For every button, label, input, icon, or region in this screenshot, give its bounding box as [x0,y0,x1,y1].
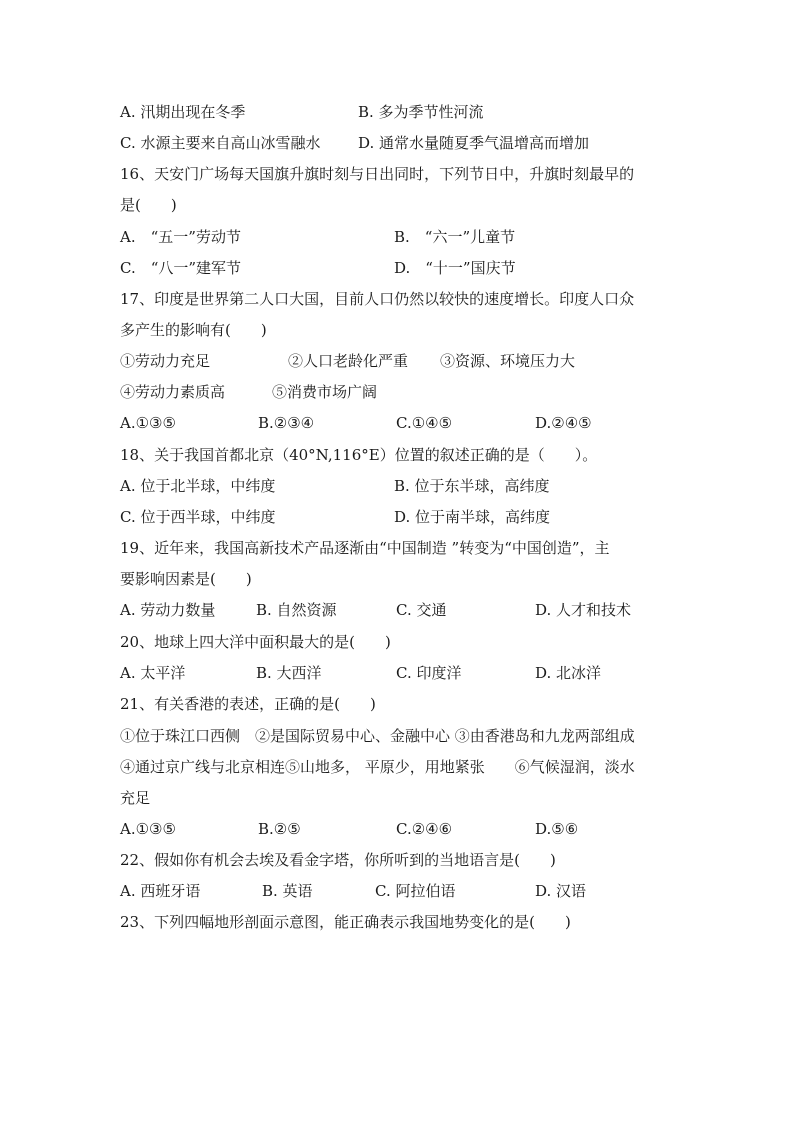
q21-statements-line1: ①位于珠江口西侧 ②是国际贸易中心、金融中心 ③由香港岛和九龙两部组成 [120,727,635,745]
q20-option-a: A. 太平洋 [120,664,186,682]
q16-stem-line1: 16、天安门广场每天国旗升旗时刻与日出同时，下列节日中，升旗时刻最早的 [120,165,635,183]
q20-stem: 20、地球上四大洋中面积最大的是( ) [120,633,391,651]
q21-option-b: B.②⑤ [258,820,301,838]
q17-item-2: ②人口老龄化严重 [288,352,409,370]
q17-item-3: ③资源、环境压力大 [440,352,576,370]
q17-stem-line2: 多产生的影响有( ) [120,321,267,339]
q21-option-c: C.②④⑥ [396,820,453,838]
q17-item-5: ⑤消费市场广阔 [272,383,378,401]
q18-option-c: C. 位于西半球，中纬度 [120,508,276,526]
q15-option-c: C. 水源主要来自高山冰雪融水 [120,134,321,152]
q21-statements-line2: ④通过京广线与北京相连⑤山地多， 平原少，用地紧张 ⑥气候湿润，淡水 [120,758,635,776]
q16-option-c: C. “八一”建军节 [120,259,242,277]
q16-option-a: A. “五一”劳动节 [120,228,241,246]
q18-option-b: B. 位于东半球，高纬度 [394,477,550,495]
q21-stem: 21、有关香港的表述，正确的是( ) [120,695,376,713]
q19-option-b: B. 自然资源 [256,601,337,619]
q19-option-d: D. 人才和技术 [535,601,632,619]
q17-item-4: ④劳动力素质高 [120,383,226,401]
q15-option-b: B. 多为季节性河流 [358,103,484,121]
q22-option-c: C. 阿拉伯语 [375,882,456,900]
q16-stem-line2: 是( ) [120,196,177,214]
q16-option-d: D. “十一”国庆节 [394,259,516,277]
q23-stem: 23、下列四幅地形剖面示意图，能正确表示我国地势变化的是( ) [120,913,571,931]
q18-option-d: D. 位于南半球，高纬度 [394,508,551,526]
q22-option-a: A. 西班牙语 [120,882,201,900]
q15-option-a: A. 汛期出现在冬季 [120,103,246,121]
q19-option-a: A. 劳动力数量 [120,601,216,619]
q17-option-c: C.①④⑤ [396,414,453,432]
q21-statements-line3: 充足 [120,789,151,807]
q22-stem: 22、假如你有机会去埃及看金字塔，你所听到的当地语言是( ) [120,851,556,869]
q20-option-b: B. 大西洋 [256,664,322,682]
q20-option-d: D. 北冰洋 [535,664,602,682]
q18-stem: 18、关于我国首都北京（40°N,116°E）位置的叙述正确的是（ ）。 [120,446,598,464]
q17-option-d: D.②④⑤ [535,414,592,432]
q16-option-b: B. “六一”儿童节 [394,228,516,246]
q20-option-c: C. 印度洋 [396,664,462,682]
q21-option-a: A.①③⑤ [120,820,176,838]
q22-option-b: B. 英语 [262,882,313,900]
q17-item-1: ①劳动力充足 [120,352,211,370]
q17-stem-line1: 17、印度是世界第二人口大国，目前人口仍然以较快的速度增长。印度人口众 [120,290,635,308]
q17-option-a: A.①③⑤ [120,414,176,432]
q22-option-d: D. 汉语 [535,882,587,900]
q18-option-a: A. 位于北半球，中纬度 [120,477,276,495]
q19-option-c: C. 交通 [396,601,447,619]
q17-option-b: B.②③④ [258,414,315,432]
q15-option-d: D. 通常水量随夏季气温增高而增加 [358,134,590,152]
q21-option-d: D.⑤⑥ [535,820,579,838]
q19-stem-line2: 要影响因素是( ) [120,570,252,588]
q19-stem-line1: 19、近年来，我国高新技术产品逐渐由“中国制造 ”转变为“中国创造”，主 [120,539,610,557]
